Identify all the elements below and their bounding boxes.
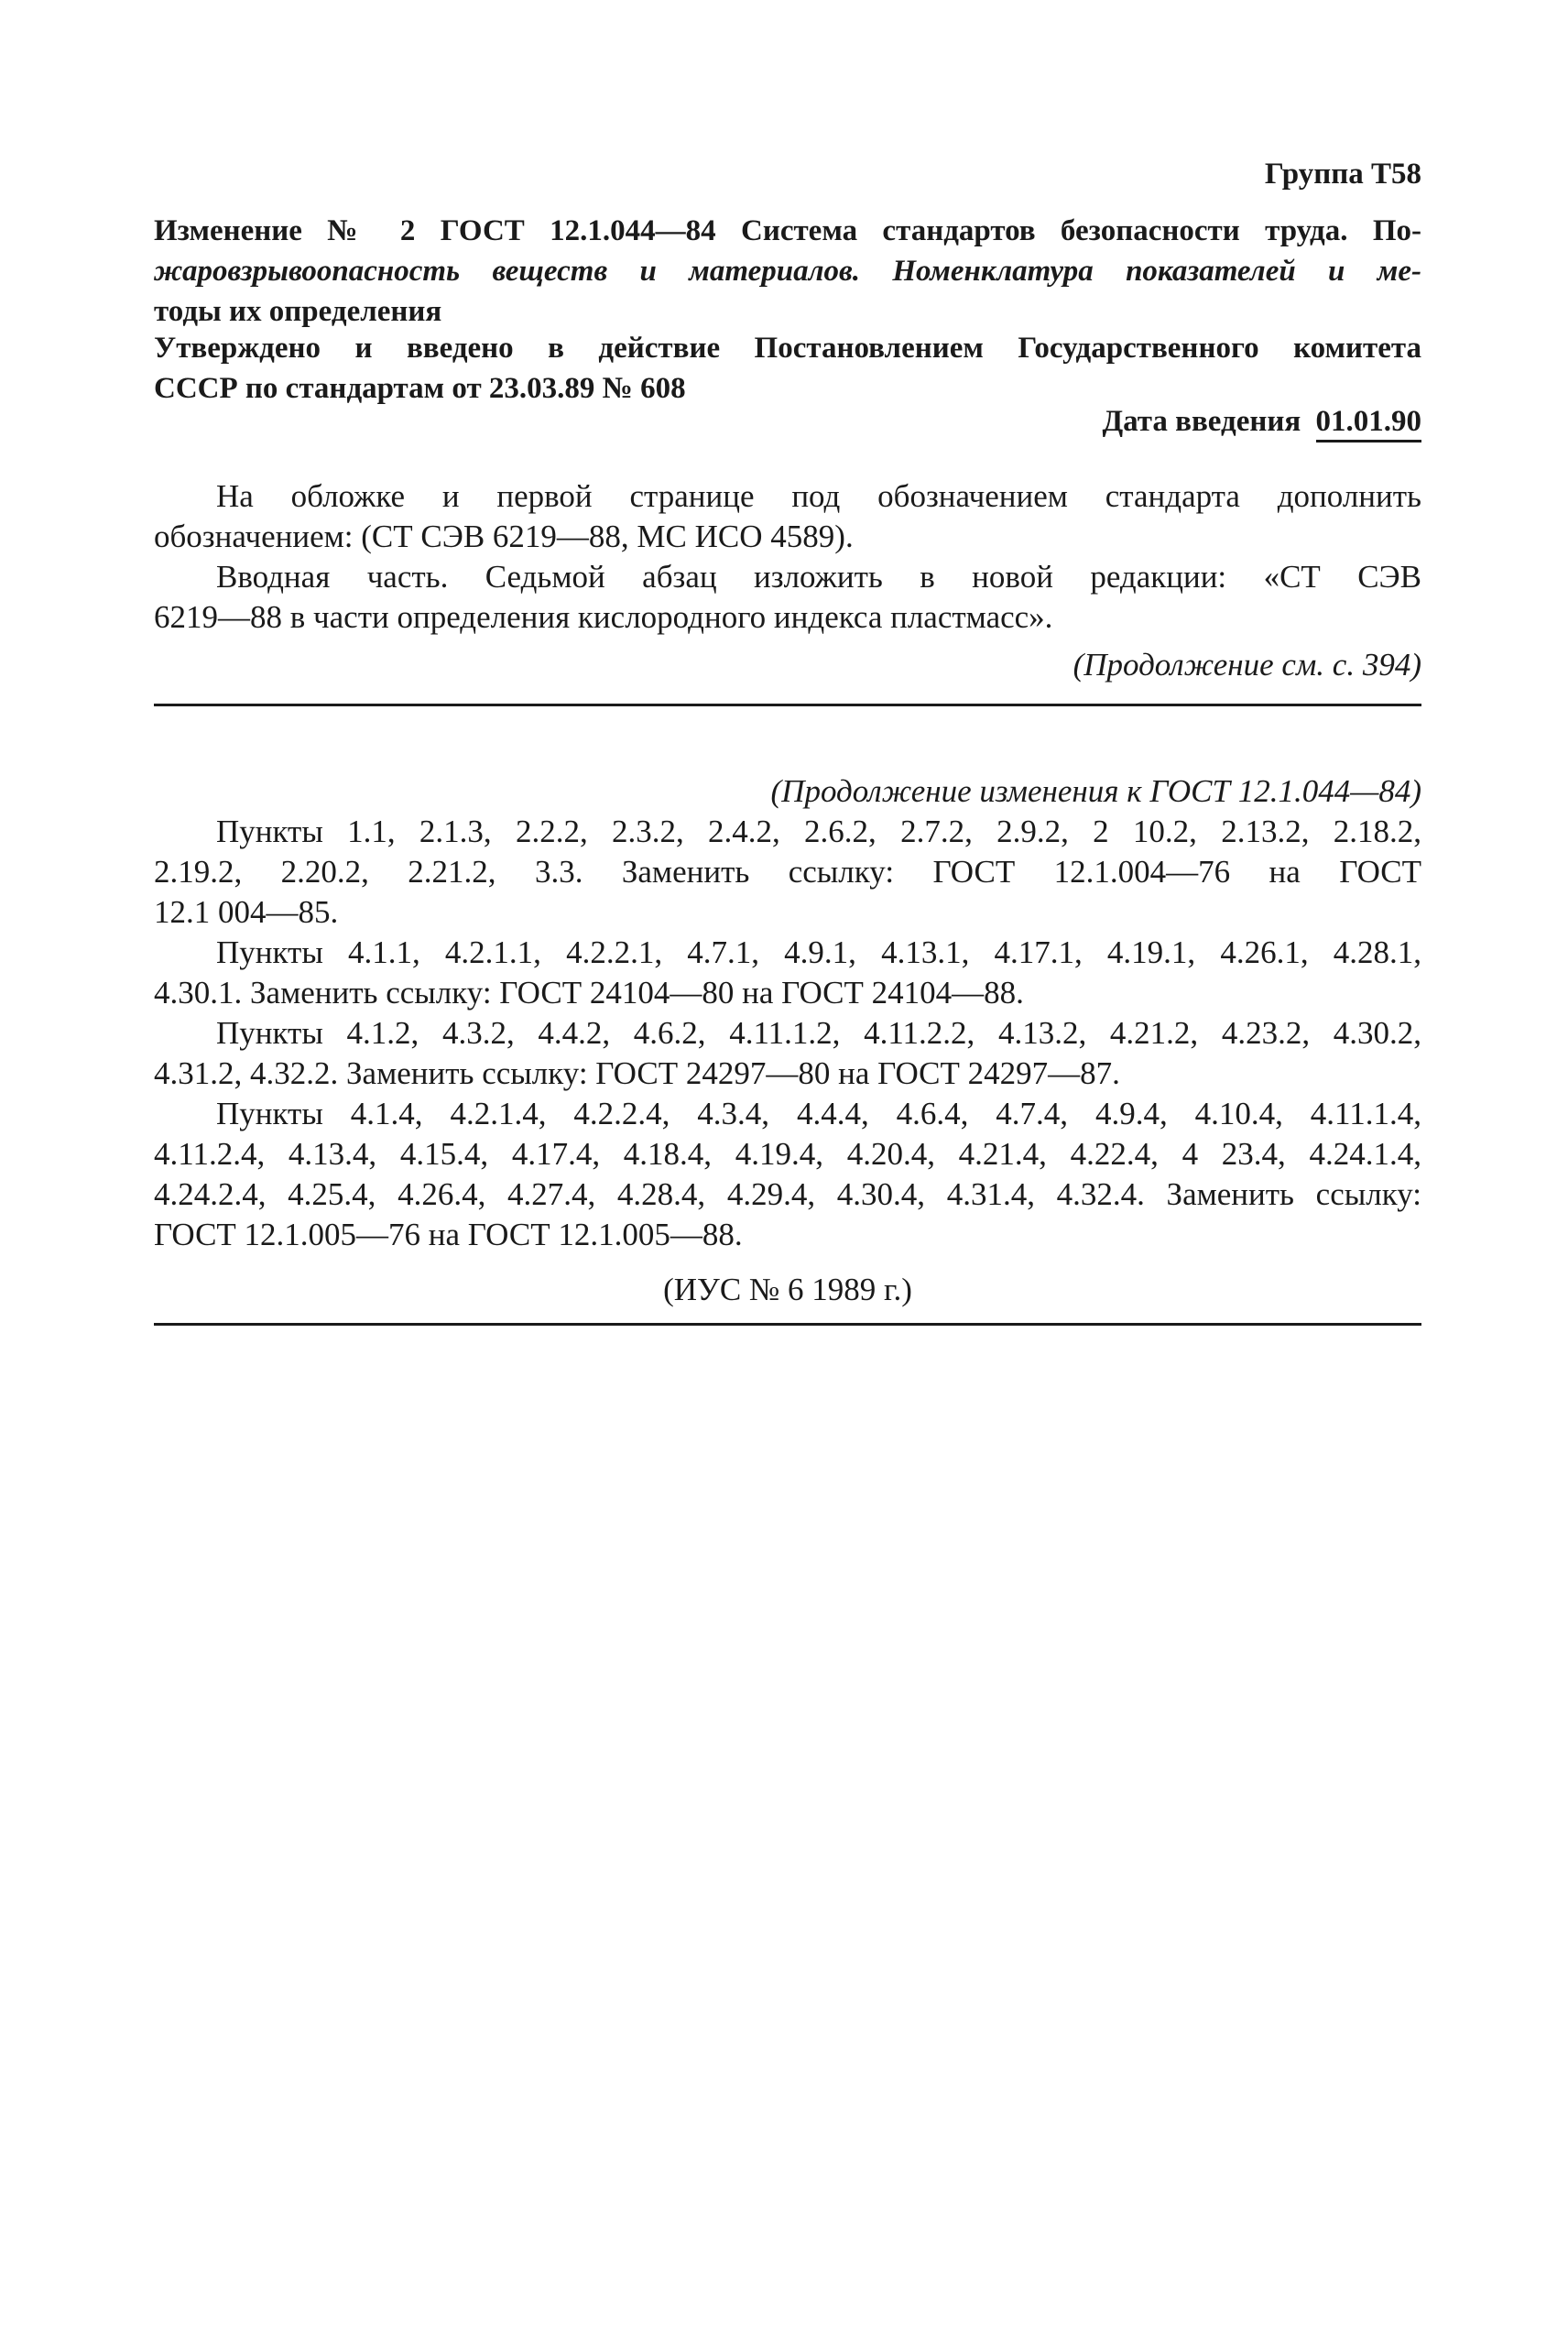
section-2-p1-line-3: 12.1 004—85. [154, 894, 339, 930]
section-2-p1-line-2: 2.19.2, 2.20.2, 2.21.2, 3.3. Заменить ссылку: ГОСТ 12.1.004—76 на ГОСТ [154, 854, 1421, 890]
divider-1 [154, 704, 1421, 706]
effective-date-value: 01.01.90 [1316, 405, 1422, 442]
group-label: Группа Т58 [1264, 158, 1421, 191]
section-2-p4-line-2: 4.11.2.4, 4.13.4, 4.15.4, 4.17.4, 4.18.4, 4.19.4, 4.20.4, 4.21.4, 4.22.4, 4 23.4, 4.24.1.4, [154, 1136, 1421, 1172]
section-2 [154, 771, 1421, 1310]
approval-line-1: Утверждено и введено в действие Постановлением Государственного комитета [154, 332, 1421, 365]
title-line-1: Изменение № 2 ГОСТ 12.1.044—84 Система стандартов безопасности труда. По- [154, 214, 1421, 247]
section-2-p2-line-2: 4.30.1. Заменить ссылку: ГОСТ 24104—80 на ГОСТ 24104—88. [154, 975, 1024, 1011]
section-2-p4-line-1: Пункты 4.1.4, 4.2.1.4, 4.2.2.4, 4.3.4, 4.4.4, 4.6.4, 4.7.4, 4.9.4, 4.10.4, 4.11.1.4, [216, 1096, 1421, 1131]
divider-2 [154, 1323, 1421, 1326]
section-2-p4-line-3: 4.24.2.4, 4.25.4, 4.26.4, 4.27.4, 4.28.4, 4.29.4, 4.30.4, 4.31.4, 4.32.4. Заменить ссылку: [154, 1176, 1421, 1212]
section-2-continuation-header: (Продолжение изменения к ГОСТ 12.1.044—84) [770, 773, 1421, 809]
approval-block [154, 328, 1421, 409]
section-2-source: (ИУС № 6 1989 г.) [663, 1272, 912, 1307]
title-line-3: тоды их определения [154, 295, 442, 328]
section-2-p3-line-1: Пункты 4.1.2, 4.3.2, 4.4.2, 4.6.2, 4.11.1.2, 4.11.2.2, 4.13.2, 4.21.2, 4.23.2, 4.30.2, [216, 1015, 1421, 1051]
section-2-p1-line-1: Пункты 1.1, 2.1.3, 2.2.2, 2.3.2, 2.4.2, 2.6.2, 2.7.2, 2.9.2, 2 10.2, 2.13.2, 2.18.2, [216, 814, 1421, 849]
section-1-p2-line-2: 6219—88 в части определения кислородного индекса пластмасс». [154, 599, 1053, 635]
title-line-2: жаровзрывоопасность веществ и материалов. Номенклатура показателей и ме- [154, 255, 1421, 288]
section-1-p2-line-1: Вводная часть. Седьмой абзац изложить в новой редакции: «СТ СЭВ [216, 559, 1421, 595]
section-1-continuation: (Продолжение см. с. 394) [1073, 647, 1421, 683]
section-2-p4-line-4: ГОСТ 12.1.005—76 на ГОСТ 12.1.005—88. [154, 1217, 743, 1252]
document-title [154, 211, 1421, 332]
effective-date-label: Дата введения [1102, 405, 1301, 438]
effective-date [1102, 401, 1421, 442]
section-2-p2-line-1: Пункты 4.1.1, 4.2.1.1, 4.2.2.1, 4.7.1, 4.9.1, 4.13.1, 4.17.1, 4.19.1, 4.26.1, 4.28.1, [216, 934, 1421, 970]
section-1-p1-line-2: обозначением: (СТ СЭВ 6219—88, МС ИСО 4589). [154, 519, 854, 554]
approval-line-2: СССР по стандартам от 23.03.89 № 608 [154, 372, 686, 405]
section-1 [154, 476, 1421, 685]
section-2-p3-line-2: 4.31.2, 4.32.2. Заменить ссылку: ГОСТ 24297—80 на ГОСТ 24297—87. [154, 1055, 1120, 1091]
section-1-p1-line-1: На обложке и первой странице под обозначением стандарта дополнить [216, 478, 1421, 514]
